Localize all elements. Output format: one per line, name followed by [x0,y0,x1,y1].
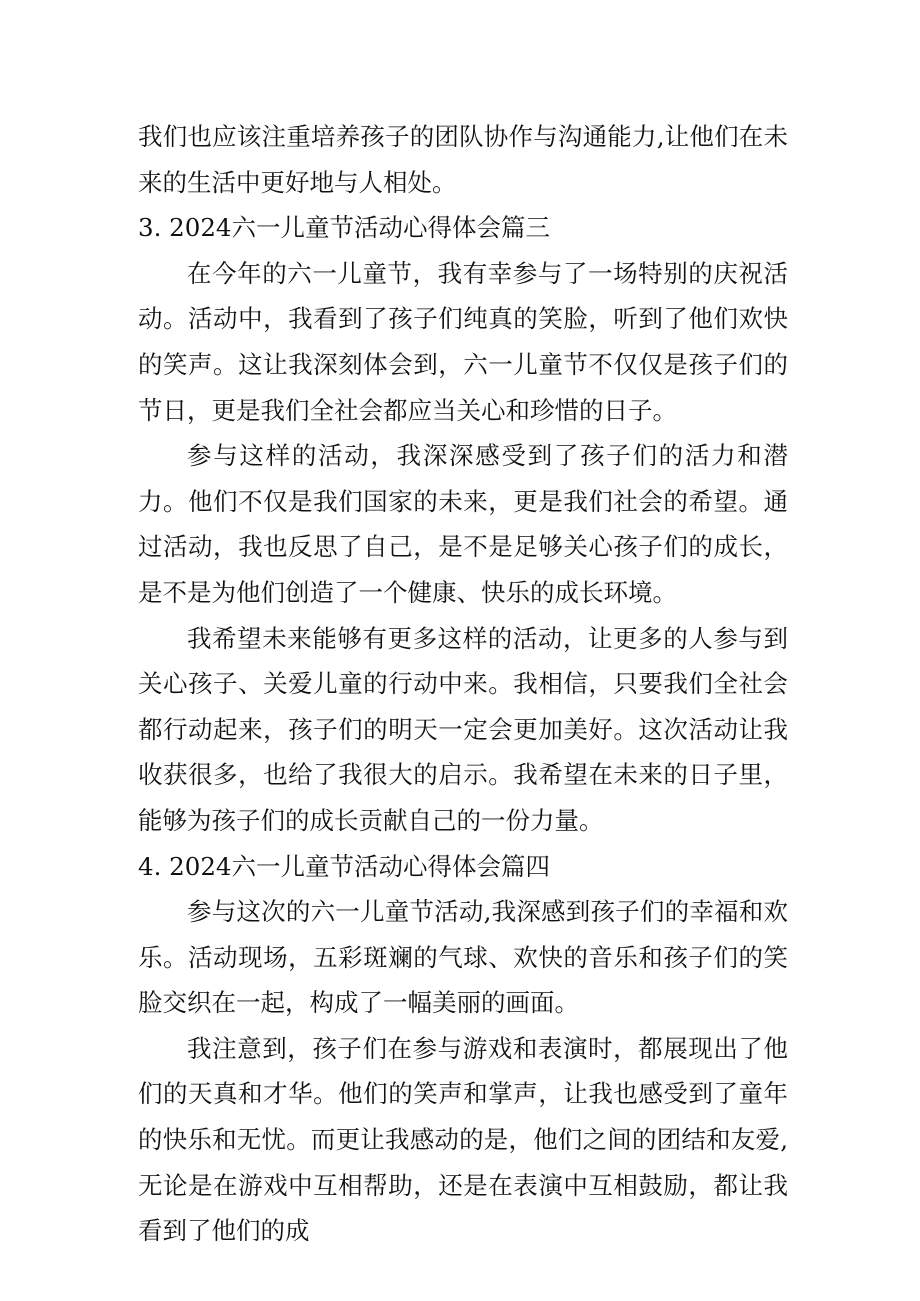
section-3-paragraph-1: 在今年的六一儿童节，我有幸参与了一场特别的庆祝活动。活动中，我看到了孩子们纯真的笑脸，听到了他们欢快的笑声。这让我深刻体会到，六一儿童节不仅仅是孩子们的节日，更是我们全社会都应当关心和珍惜的日子。 [138,258,788,425]
section-4-heading: 4. 2024六一儿童节活动心得体会篇四 [138,851,551,881]
section-4-paragraph-2: 我注意到，孩子们在参与游戏和表演时，都展现出了他们的天真和才华。他们的笑声和掌声，让我也感受到了童年的快乐和无忧。而更让我感动的是，他们之间的团结和友爱,无论是在游戏中互相帮助，还是在表演中互相鼓励，都让我看到了他们的成 [138,1033,788,1246]
section-3-paragraph-3: 我希望未来能够有更多这样的活动，让更多的人参与到关心孩子、关爱儿童的行动中来。我相信，只要我们全社会都行动起来，孩子们的明天一定会更加美好。这次活动让我收获很多，也给了我很大的启示。我希望在未来的日子里，能够为孩子们的成长贡献自己的一份力量。 [138,623,788,835]
section-4-paragraph-1: 参与这次的六一儿童节活动,我深感到孩子们的幸福和欢乐。活动现场，五彩斑斓的气球、欢快的音乐和孩子们的笑脸交织在一起，构成了一幅美丽的画面。 [138,897,788,1018]
continuation-paragraph: 我们也应该注重培养孩子的团队协作与沟通能力,让他们在未来的生活中更好地与人相处。 [138,122,788,197]
document-body [138,114,788,1254]
section-3-paragraph-2: 参与这样的活动，我深深感受到了孩子们的活力和潜力。他们不仅是我们国家的未来，更是我们社会的希望。通过活动，我也反思了自己，是不是足够关心孩子们的成长，是不是为他们创造了一个健康、快乐的成长环境。 [138,441,788,607]
section-3-heading: 3. 2024六一儿童节活动心得体会篇三 [138,213,551,243]
